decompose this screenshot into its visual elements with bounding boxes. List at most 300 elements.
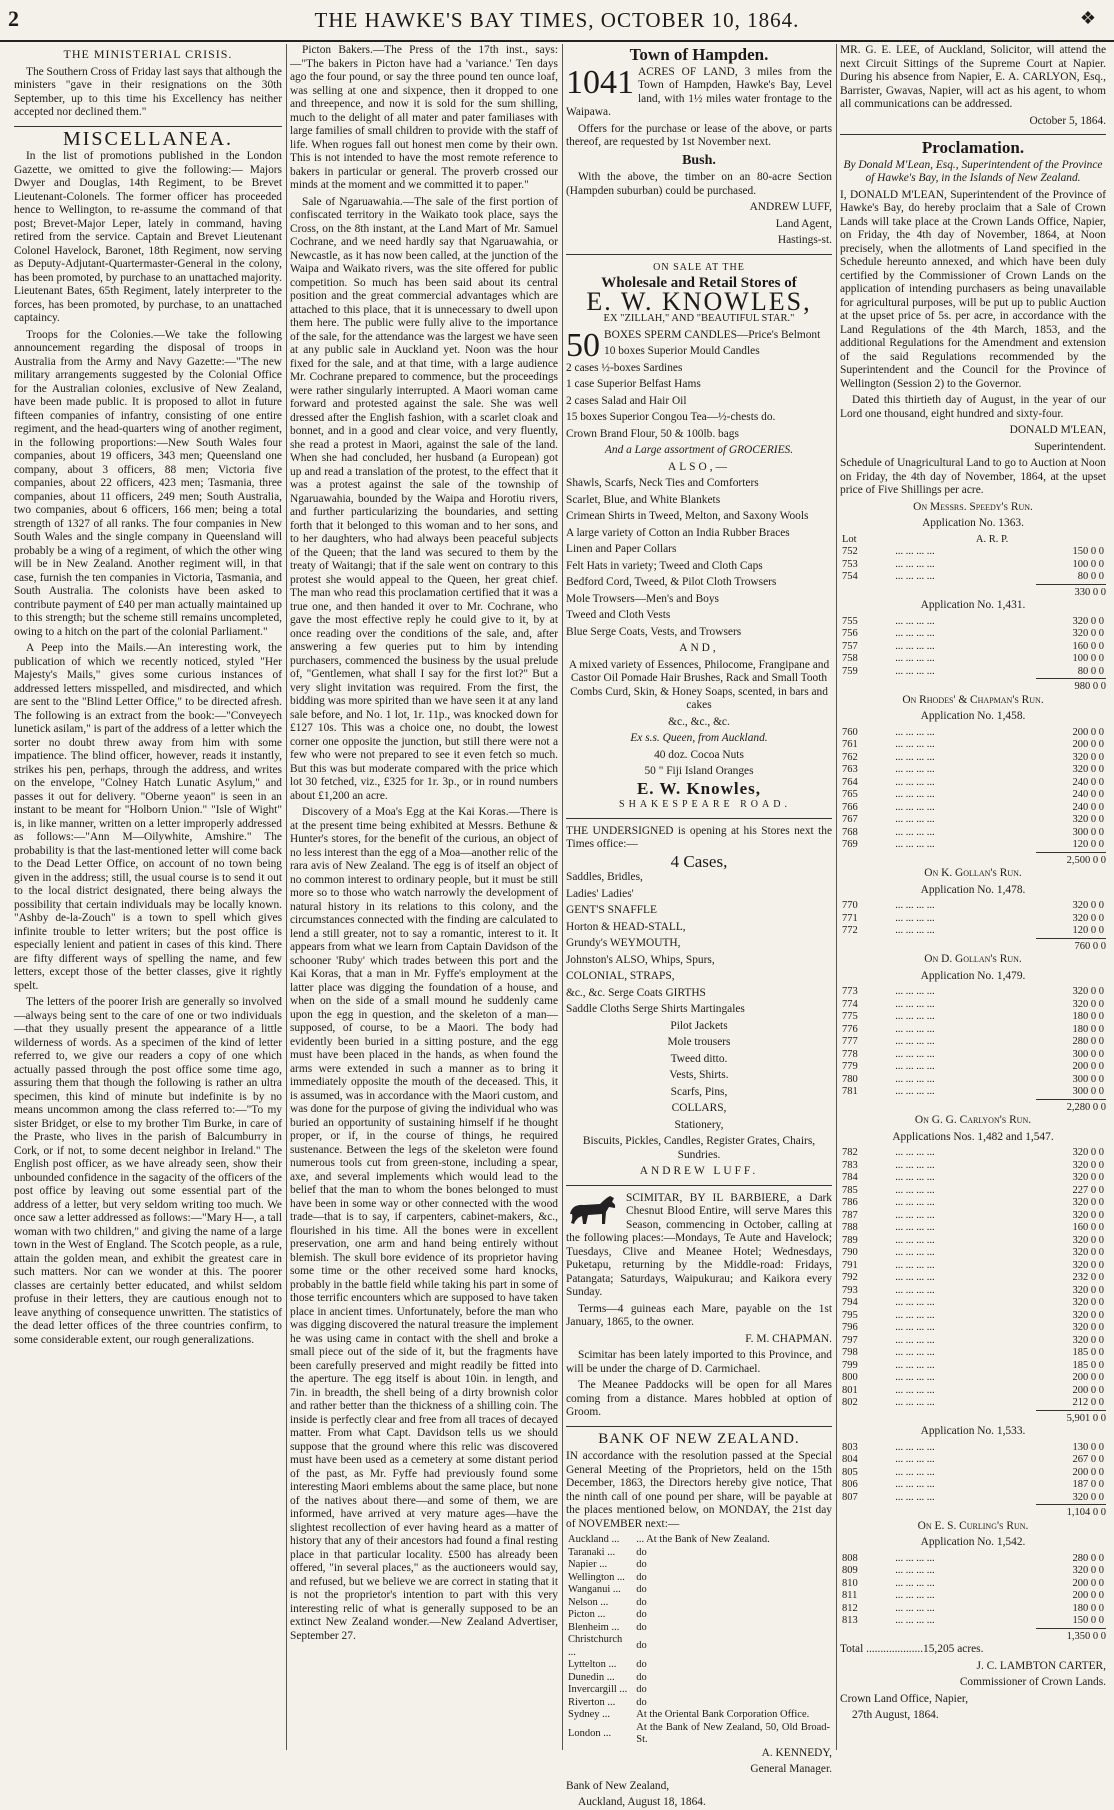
saddlery-item: COLONIAL, STRAPS,: [566, 970, 675, 982]
schedule-table: [840, 1442, 1106, 1505]
saddlery-item: Grundy's WEYMOUTH,: [566, 937, 681, 949]
column-1: [14, 44, 282, 1750]
saddlery-item: Saddles, Bridles,: [566, 871, 643, 883]
saddlery-item: Biscuits, Pickles, Candles, Register Grates, Chairs, Sundries.: [582, 1135, 816, 1161]
scimitar-note: The Meanee Paddocks will be open for all Mares coming from a distance. Mares hobbled at option of Groom.: [566, 1379, 832, 1418]
lot-area: 160 0 0: [1072, 640, 1104, 652]
lot-area: 100 0 0: [1072, 653, 1104, 664]
knowles-signature: E. W. Knowles,: [636, 778, 762, 798]
goods-item: Bedford Cord, Tweed, & Pilot Cloth Trowsers: [566, 576, 777, 588]
goods-item: Shawls, Scarfs, Neck Ties and Comforters: [566, 477, 759, 489]
bank-office: do: [636, 1640, 647, 1652]
schedule-table: [840, 534, 1106, 584]
lot-area: 200 0 0: [1072, 726, 1104, 738]
saddlery-item: Mole trousers: [667, 1036, 731, 1048]
newspaper-title: THE HAWKE'S BAY TIMES, OCTOBER 10, 1864.: [314, 8, 800, 32]
application-heading: Application No. 1,478.: [920, 883, 1026, 896]
schedule-heading: Schedule of Unagricultural Land to go to Auction at Noon on Friday, the 4th day of November, 1864, at the upset price of Five Shillings per acre.: [840, 457, 1106, 496]
schedule-row: [840, 1335, 1106, 1348]
bank-place: Christchurch ...: [568, 1634, 623, 1658]
leader-dots: ... ... ... ...: [895, 1309, 935, 1321]
bank-row: [566, 1684, 832, 1697]
schedule-row: [840, 1247, 1106, 1260]
lot-number: 762: [842, 751, 858, 763]
bank-office: do: [636, 1621, 647, 1633]
leader-dots: ... ... ... ...: [895, 1615, 935, 1626]
lot-area: 320 0 0: [1072, 1491, 1104, 1503]
lot-area: 200 0 0: [1072, 739, 1104, 750]
schedule-row: [840, 1322, 1106, 1335]
application-heading: Application No. 1,431.: [920, 599, 1026, 611]
proclamation-by: By Donald M'Lean, Esq., Superintendent of the Province of Hawke's Bay, in the Islands of New Zealand.: [843, 158, 1103, 184]
etc-line: &c., &c., &c.: [668, 715, 730, 728]
leader-dots: ... ... ... ...: [895, 986, 935, 997]
hampden-text: ACRES OF LAND, 3 miles from the Town of Hampden, Hawke's Bay, Level land, with 1½ miles water frontage to the Waipawa.: [566, 65, 832, 118]
saddlery-item: Vests, Shirts.: [669, 1069, 729, 1081]
wholesale-heading: Wholesale and Retail Stores of: [601, 275, 797, 291]
run-heading: On Messrs. Speedy's Run.: [913, 500, 1033, 513]
schedule-row: [840, 739, 1106, 752]
schedule-table: [840, 900, 1106, 938]
run-heading: On Rhodes' & Chapman's Run.: [902, 693, 1044, 706]
lot-number: 778: [842, 1048, 858, 1060]
lot-number: 806: [842, 1479, 858, 1490]
application-heading: Application No. 1,542.: [920, 1536, 1026, 1548]
lot-area: 200 0 0: [1072, 1590, 1104, 1601]
also-label: ALSO,—: [668, 460, 730, 473]
schedule-row: [840, 1222, 1106, 1235]
leader-dots: ... ... ... ...: [895, 1384, 935, 1396]
leader-dots: ... ... ... ...: [895, 1479, 935, 1490]
lot-area: 320 0 0: [1072, 751, 1104, 763]
application-heading: Application No. 1,479.: [920, 969, 1026, 982]
four-cases: 4 Cases,: [670, 851, 728, 871]
lot-number: 794: [842, 1297, 858, 1308]
bank-office: do: [636, 1609, 647, 1620]
bank-row: [566, 1634, 832, 1659]
lot-area: 200 0 0: [1072, 1384, 1104, 1396]
leader-dots: ... ... ... ...: [895, 1322, 935, 1333]
hampden-offers: Offers for the purchase or lease of the above, or parts thereof, are requested by 1st November next.: [566, 122, 832, 148]
horse-icon: [566, 1192, 620, 1228]
lot-number: 779: [842, 1061, 858, 1072]
leader-dots: ... ... ... ...: [895, 1073, 935, 1085]
goods-item: 15 boxes Superior Congou Tea—½-chests do.: [566, 411, 776, 423]
schedule-header: Lot: [842, 533, 857, 545]
carter-signature: J. C. LAMBTON CARTER,: [976, 1659, 1106, 1672]
lot-area: 180 0 0: [1072, 1602, 1104, 1614]
bank-office: do: [636, 1684, 647, 1695]
bank-office: do: [636, 1546, 647, 1558]
bank-row: [566, 1559, 832, 1572]
lot-number: 774: [842, 998, 858, 1010]
bank-row: [566, 1622, 832, 1635]
saddlery-item: Pilot Jackets: [670, 1019, 728, 1032]
schedule-row: [840, 641, 1106, 654]
lot-number: 760: [842, 726, 858, 738]
lot-area: 320 0 0: [1072, 1322, 1104, 1333]
leader-dots: ... ... ... ...: [895, 726, 935, 738]
leader-dots: ... ... ... ...: [895, 751, 935, 763]
schedule-row: [840, 802, 1106, 815]
schedule-table: [840, 1553, 1106, 1628]
schedule-row: [840, 1061, 1106, 1074]
leader-dots: ... ... ... ...: [895, 1552, 935, 1564]
schedule-row: [840, 900, 1106, 913]
goods-item: Linen and Paper Collars: [566, 543, 677, 555]
schedule-row: [840, 628, 1106, 641]
schedule-row: [840, 1036, 1106, 1049]
on-sale-label: ON SALE AT THE: [653, 261, 745, 273]
saddlery-item: Horton & HEAD-STALL,: [566, 920, 686, 933]
lot-area: 320 0 0: [1072, 1209, 1104, 1221]
lee-date: October 5, 1864.: [1029, 114, 1106, 127]
leader-dots: ... ... ... ...: [895, 1272, 935, 1283]
schedule-row: [840, 559, 1106, 572]
schedule-row: [840, 666, 1106, 679]
leader-dots: ... ... ... ...: [895, 1259, 935, 1271]
lot-area: 300 0 0: [1072, 1073, 1104, 1085]
article-paragraph: The letters of the poorer Irish are generally so involved—always being sent to the care of one or two individuals—that they usually present the appearance of a little wilderness of words. As a specimen of the kind of letter referred to, we give our readers a copy of one which actually passed through the post office some time ago, assuring them that though the following is rather an ultra specimen, this kind of minute but indefinite is by no means uncommon among the class referred to:—"To my sister Bridget, or else to my brother Tim Burke, in care of the Praste, who lives in the parish of Balcumburry in Cork, or if not, to some decent neighbor in Ireland." The English post officer, as we have already seen, show their unbounded confidence in the sagacity of the officers of the post office by leaving out some essential part of the address of a letter, but very seldom writing too much. We once saw a letter addressed as follows:—"Mary H—, a tall woman with two children," and giving the name of a large town in the West of England. The Scotch people, as a rule, attain the golden mean, and exhibit the greatest care in such matters. Nor can we wonder at this. The poorer classes are certainly better educated, and whilst seldom profuse in their letters, they are cautious enough not to leave anything of consequence unwritten. The statistics of the dead letter offices of the three countries confirm, to some considerable extent, our rough generalizations.: [14, 996, 282, 1346]
leader-dots: ... ... ... ...: [895, 1086, 935, 1097]
schedule-row: [840, 1197, 1106, 1210]
schedule-row: [840, 1049, 1106, 1062]
lot-area: 320 0 0: [1072, 912, 1104, 924]
goods-item: 2 cases Salad and Hair Oil: [566, 394, 687, 407]
lot-area: 320 0 0: [1072, 1284, 1104, 1296]
goods-item: 2 cases ½-boxes Sardines: [566, 361, 683, 374]
lot-number: 813: [842, 1615, 858, 1626]
column-rule: [286, 44, 287, 1750]
goods-item: Tweed and Cloth Vests: [566, 609, 671, 621]
schedule-row: [840, 1235, 1106, 1248]
lot-area: 320 0 0: [1072, 1297, 1104, 1308]
lot-area: 320 0 0: [1072, 1259, 1104, 1271]
hampden-big-number: 1041: [566, 63, 634, 101]
application-heading: Application No. 1363.: [922, 517, 1024, 529]
bank-place: Nelson ...: [568, 1596, 609, 1608]
leader-dots: ... ... ... ...: [895, 789, 935, 800]
application-heading: Applications Nos. 1,482 and 1,547.: [892, 1130, 1054, 1143]
lot-number: 764: [842, 776, 858, 788]
lot-number: 759: [842, 665, 858, 677]
goods-list-1: [566, 345, 832, 441]
schedule-row: [840, 653, 1106, 666]
lot-area: 120 0 0: [1072, 925, 1104, 936]
column-rule: [562, 44, 563, 1750]
schedule-row: [840, 616, 1106, 629]
undersigned-text: THE UNDERSIGNED is opening at his Stores next the Times office:—: [566, 824, 832, 850]
schedule-row: [840, 1347, 1106, 1360]
group-total: 980 0 0: [1036, 678, 1106, 694]
scimitar-note: Scimitar has been lately imported to this Province, and will be under the charge of D. Carmichael.: [566, 1349, 832, 1375]
lot-area: 320 0 0: [1072, 814, 1104, 825]
lot-number: 796: [842, 1322, 858, 1333]
big-fifty: 50: [566, 326, 600, 364]
goods-item: Crown Brand Flour, 50 & 100lb. bags: [566, 427, 739, 440]
lot-number: 775: [842, 1011, 858, 1022]
bank-places-table: [566, 1534, 832, 1747]
lot-number: 801: [842, 1384, 858, 1396]
bank-office: ... At the Bank of New Zealand.: [636, 1534, 770, 1545]
article-paragraph: In the list of promotions published in the London Gazette, we omitted to give the following:— Majors Dwyer and Douglas, 14th Regiment, to be Brevet Lieutenant-Colonels. The former officer has proceeded hence to Wellington, to re-assume the command of that post; Brevet-Major Leper, lately in command, having retired from the service. Captain and Brevet Lieutenant Colonel Havelock, Baronet, 18th Regiment, now serving as Deputy-Adjutant-Quartermaster-General in the colony, has been promoted, by purchase to an unattached majority. Lieutenant Bates, 65th Regiment, lately interpreter to the forces, has been promoted, by purchase, to an unattached captaincy.: [14, 150, 282, 324]
lot-number: 772: [842, 925, 858, 936]
leader-dots: ... ... ... ...: [895, 1454, 935, 1465]
leader-dots: ... ... ... ...: [895, 1222, 935, 1233]
lot-area: 267 0 0: [1072, 1454, 1104, 1465]
column-3: [566, 44, 832, 1808]
saddlery-list-2: [566, 1020, 832, 1163]
schedule-row: [840, 1210, 1106, 1223]
bank-place: Invercargill ...: [568, 1684, 628, 1695]
schedule-row: [840, 1603, 1106, 1616]
leader-dots: ... ... ... ...: [895, 1172, 935, 1183]
miscellanea-heading: MISCELLANEA.: [62, 127, 234, 150]
lot-number: 756: [842, 628, 858, 639]
carter-office: Crown Land Office, Napier,: [840, 1692, 969, 1705]
schedule-row: [840, 1492, 1106, 1505]
lot-area: 320 0 0: [1072, 986, 1104, 997]
lot-number: 755: [842, 615, 858, 627]
lot-area: 130 0 0: [1072, 1441, 1104, 1453]
bank-row: [566, 1659, 832, 1672]
ornament-icon: ❖: [1079, 8, 1096, 28]
lot-area: 185 0 0: [1072, 1359, 1104, 1371]
bank-signature-date: Auckland, August 18, 1864.: [578, 1796, 706, 1808]
lot-number: 769: [842, 839, 858, 850]
schedule-row: [840, 1086, 1106, 1099]
saddlery-item: &c., &c. Serge Coats GIRTHS: [566, 986, 706, 999]
leader-dots: ... ... ... ...: [895, 1011, 935, 1022]
lot-area: 120 0 0: [1072, 839, 1104, 850]
lot-area: 320 0 0: [1072, 1565, 1104, 1576]
groceries-line: And a Large assortment of GROCERIES.: [604, 444, 794, 456]
lot-area: 80 0 0: [1077, 571, 1104, 582]
schedule-row: [840, 1260, 1106, 1273]
lot-area: 180 0 0: [1072, 1011, 1104, 1022]
lot-area: 227 0 0: [1072, 1184, 1104, 1196]
lot-area: 232 0 0: [1072, 1272, 1104, 1283]
lot-number: 792: [842, 1272, 858, 1283]
and-label: AND,: [679, 642, 719, 654]
run-heading: On D. Gollan's Run.: [924, 953, 1022, 965]
saddlery-item: Tweed ditto.: [670, 1052, 728, 1065]
leader-dots: ... ... ... ...: [895, 900, 935, 911]
schedule-row: [840, 1360, 1106, 1373]
saddlery-item: Johnston's ALSO, Whips, Spurs,: [566, 953, 715, 966]
leader-dots: ... ... ... ...: [895, 1491, 935, 1503]
lot-area: 280 0 0: [1072, 1036, 1104, 1047]
article-paragraph: A Peep into the Mails.—An interesting work, the publication of which we recently noticed, styled "Her Majesty's Mails," gives some curious instances of addressed letters misspelled, and misdirected, and which are sent to the "Blind Letter Office," to be directed afresh. The following is an extract from the book:—"Conveyech lunetick asilam," is part of the address of a letter which the sorter no doubt threw away from him with some impatience. The blind officer, however, reads it instantly, strikes his pen, perhaps, through the address, and writes on the envelope, "Colney Hatch Lunatic Asylum," and passes it out for delivery. "Oberne yeaon" is seen in an instant to be meant for "Holborn Union." "Isle of Wight" is, in like manner, written on a letter improperly addressed as follows:—"Ann M—Oilywhite, Amshire." The probability is that the last-mentioned letter will come back to the Dead Letter Office, on account of no town being given in the address; still, the usual course is to send it out to the local district designated, there being always the possibility that certain individuals may be locally known. "Ashby de-la-Zouch" is a town to spell which gives infinite trouble to letter writers; but the post office is especially lenient and patient in cases of this kind. There are fifty different ways of spelling the name, and few letters, except those of the better classes, give it rightly spelt.: [14, 642, 282, 992]
lot-number: 758: [842, 653, 858, 664]
lot-area: 320 0 0: [1072, 1197, 1104, 1208]
lot-area: 320 0 0: [1072, 1147, 1104, 1158]
bank-office: At the Oriental Bank Corporation Office.: [636, 1709, 810, 1720]
leader-dots: ... ... ... ...: [895, 1197, 935, 1208]
candles-text: BOXES SPERM CANDLES—Price's Belmont: [604, 328, 821, 341]
leader-dots: ... ... ... ...: [895, 1602, 935, 1614]
saddlery-item: Scarfs, Pins,: [670, 1085, 728, 1098]
lot-number: 788: [842, 1222, 858, 1233]
saddlery-list: [566, 871, 832, 1017]
goods-item: Crimean Shirts in Tweed, Melton, and Saxony Wools: [566, 510, 809, 522]
article-paragraph: Sale of Ngaruawahia.—The sale of the first portion of confiscated territory in the Waikato took place, says the Cross, on the 8th instant, at the Land Mart of Mr. Samuel Cochrane, and we need hardly say that Ngaruawahia, or Newcastle, as it has now been called, at the junction of the Waipa and Waikato rivers, was the site offered for public competition. So much has been said about its central position and the great commercial advantages which are attached to this place, that it is unnecessary to dwell upon them here. The public were fully alive to the importance of the sale, for the attendance was the largest we have seen at any public sale in Auckland yet. Noon was the hour fixed for the sale, and at that time, with a large audience Mr. Cochrane prepared to commence, but the proceedings were rather singularly interrupted. A Maori woman came forward and protested against the sale. She was well dressed after the English fashion, with a scarlet cloak and bonnet, and in a good and clear voice, and very fluently, she read a protest in Maori, against the sale of the land. When she had concluded, her husband (a European) got up and read a translation of the protest, to the effect that it was a protest against the sale of the township of Ngaruawahia, bounded by the Waipa and Horotiu rivers, and further particularizing the boundaries, and setting forth that it belonged to this woman and to her sons, and to her daughters, who had always been peaceful subjects of the Queen; that the land was secured to them by the treaty of Waitangi; that if the sale went on contrary to this protest she would appeal to the Queen, her great chief. The man who read this proclamation certified that it was a true one, and then handed it over to Mr. Cochrane, who gave the most effective reply he could give to it, by at once reading over the conditions of the sale, and, after answering a few queries put to him by intending purchasers, commenced the business by the usual prelude of, "Gentlemen, what shall I say for the first lot?" But a very slight invitation was required. From the first, the bidding was more spirited than we have seen it at any land sale before, and No. 1 lot, 1r. 11p., was knocked down for £127 10s. This was a choice one, no doubt, the lowest corner one opposite the junction, but still there were not a few who were not prepared to see it even fetch so much. But this was but moderate compared with the price which lot 30 fetched, viz., £325 for 1r. 3p., or in round numbers about £1,200 an acre.: [290, 195, 558, 802]
goods-item: Mole Trowsers—Men's and Boys: [566, 592, 719, 605]
bank-office: do: [636, 1696, 647, 1708]
signature-title: Land Agent,: [775, 217, 832, 230]
lot-area: 80 0 0: [1077, 665, 1104, 677]
schedule-row: [840, 1185, 1106, 1198]
schedule-row: [840, 727, 1106, 740]
group-total: 5,901 0 0: [1036, 1410, 1106, 1426]
leader-dots: ... ... ... ...: [895, 1590, 935, 1601]
lot-area: 160 0 0: [1072, 1222, 1104, 1233]
leader-dots: ... ... ... ...: [895, 665, 935, 677]
bank-place: Sydney ...: [568, 1709, 610, 1720]
ministerial-heading: THE MINISTERIAL CRISIS.: [63, 47, 233, 61]
goods-list-3: A mixed variety of Essences, Philocome, Frangipane and Castor Oil Pomade Hair Brushes, Rack and Small Tooth Combs Curd, Skin, & Honey Soaps, scented, in bars and cakes: [568, 658, 830, 711]
bank-office: do: [636, 1596, 647, 1608]
leader-dots: ... ... ... ...: [895, 640, 935, 652]
lot-number: 770: [842, 900, 858, 911]
ministerial-text: The Southern Cross of Friday last says that although the ministers "gave in their resignations on the 30th September, up to this time his Excellency has neither accepted nor declined them.": [14, 65, 282, 118]
run-heading: On K. Gollan's Run.: [924, 867, 1022, 879]
schedule-row: [840, 986, 1106, 999]
schedule-row: [840, 764, 1106, 777]
schedule-row: [840, 1479, 1106, 1492]
schedule-row: [840, 1272, 1106, 1285]
lot-number: 797: [842, 1334, 858, 1346]
schedule-row: [840, 1024, 1106, 1037]
schedule-row: [840, 1297, 1106, 1310]
lot-area: 100 0 0: [1072, 558, 1104, 570]
schedule-row: [840, 1467, 1106, 1480]
leader-dots: ... ... ... ...: [895, 998, 935, 1010]
schedule-table: [840, 727, 1106, 852]
scimitar-ad: [566, 1192, 832, 1300]
schedule-row: [840, 1285, 1106, 1298]
leader-dots: ... ... ... ...: [895, 1048, 935, 1060]
schedule-row: [840, 1565, 1106, 1578]
group-total: 2,280 0 0: [1036, 1099, 1106, 1115]
lot-number: 753: [842, 558, 858, 570]
lot-number: 776: [842, 1023, 858, 1035]
schedule-table: [840, 986, 1106, 1099]
bank-office: do: [636, 1584, 647, 1595]
lot-area: 320 0 0: [1072, 615, 1104, 627]
leader-dots: ... ... ... ...: [895, 925, 935, 936]
leader-dots: ... ... ... ...: [895, 546, 935, 557]
schedule-row: [840, 1553, 1106, 1566]
schedule-row: [840, 827, 1106, 840]
schedule-row: [840, 839, 1106, 852]
lot-area: 240 0 0: [1072, 801, 1104, 813]
saddlery-item: Ladies' Ladies': [566, 887, 634, 900]
lot-number: 765: [842, 789, 858, 800]
leader-dots: ... ... ... ...: [895, 571, 935, 582]
schedule-row: [840, 1615, 1106, 1628]
bank-row: [566, 1709, 832, 1722]
group-total: 2,500 0 0: [1036, 852, 1106, 868]
proclamation-dated: Dated this thirtieth day of August, in the year of our Lord one thousand, eight hundred and sixty-four.: [840, 394, 1106, 420]
group-total: 330 0 0: [1036, 584, 1106, 600]
nuts-line: 40 doz. Cocoa Nuts: [654, 748, 744, 761]
bank-signature: A. KENNEDY,: [761, 1746, 832, 1759]
goods-item: Blue Serge Coats, Vests, and Trowsers: [566, 625, 742, 638]
lot-number: 808: [842, 1552, 858, 1564]
luff-signature: ANDREW LUFF.: [639, 1165, 759, 1177]
leader-dots: ... ... ... ...: [895, 1334, 935, 1346]
lee-notice: MR. G. E. LEE, of Auckland, Solicitor, will attend the next Circuit Sittings of the Supreme Court at Napier. During his absence from Napier, E. A. CARLYON, Esq., Barrister, Gwavas, Napier, will act as his agent, to whom all communications can be addressed.: [840, 44, 1106, 110]
leader-dots: ... ... ... ...: [895, 1061, 935, 1072]
group-total: 760 0 0: [1036, 938, 1106, 954]
schedule-row: [840, 1147, 1106, 1160]
bank-place: Wellington ...: [568, 1571, 625, 1583]
schedule-row: [840, 777, 1106, 790]
lot-area: 185 0 0: [1072, 1347, 1104, 1358]
ex-ships: EX "ZILLAH," AND "BEAUTIFUL STAR.": [603, 313, 795, 324]
lot-number: 767: [842, 814, 858, 825]
schedule-row: [840, 1074, 1106, 1087]
carter-date: 27th August, 1864.: [852, 1709, 939, 1721]
lot-area: 320 0 0: [1072, 1234, 1104, 1246]
column-2: [290, 44, 558, 1750]
lot-area: 200 0 0: [1072, 1577, 1104, 1589]
schedule-row: [840, 1442, 1106, 1455]
schedule-row: [840, 546, 1106, 559]
leader-dots: ... ... ... ...: [895, 1209, 935, 1221]
leader-dots: ... ... ... ...: [895, 558, 935, 570]
lot-number: 763: [842, 764, 858, 775]
bank-row: [566, 1584, 832, 1597]
schedule-total: Total ....................15,205 acres.: [840, 1643, 984, 1655]
bank-place: Riverton ...: [568, 1696, 616, 1708]
group-total: 1,104 0 0: [1036, 1504, 1106, 1520]
lot-area: 320 0 0: [1072, 1172, 1104, 1183]
oranges-line: 50 " Fiji Island Oranges: [644, 765, 754, 777]
bank-office: do: [636, 1571, 647, 1583]
lot-number: 804: [842, 1454, 858, 1465]
lot-area: 300 0 0: [1072, 1086, 1104, 1097]
article-paragraph: Troops for the Colonies.—We take the following announcement regarding the disposal of troops in Australia from the Army and Navy Gazette:—"The new military arrangements suggested by the Colonial Office for the Australian colonies, exclusive of New Zealand, have been made public. It is proposed to allot in future fifteen companies of infantry, consisting of one entire regiment, and the head-quarters wing of another regiment, in the following proportions:—New South Wales four companies, about 19 officers, 343 men; Queensland one company, about 3 officers, 88 men; Victoria five companies, about 22 officers, 423 men; Tasmania, three companies, about 11 officers, 249 men; South Australia, two companies, about 6 officers, 166 men; being a total strength of 1327 of all ranks. The four companies in New South Wales and the single company in Queensland will probably be a wing of a regiment, of which the other wing will be in New Zealand. Another regiment will, in that case, furnish the ten companies in Victoria, Tasmania, and South Australia. The colonists have been asked to contribute payment of £40 per man actually maintained up to this strength; but the scheme still remains uncompleted, owing to a hitch on the part of the colonial Parliament.": [14, 328, 282, 638]
lot-number: 783: [842, 1159, 858, 1171]
bank-signature-place: Bank of New Zealand,: [566, 1779, 670, 1792]
lot-area: 200 0 0: [1072, 1372, 1104, 1383]
schedule-row: [840, 1590, 1106, 1603]
bank-heading: BANK OF NEW ZEALAND.: [598, 1430, 800, 1447]
article-paragraph: Picton Bakers.—The Press of the 17th inst., says:—"The bakers in Picton have had a 'variance.' Ten days ago the four pound, or say the three pound ten ounce loaf, was selling at one and sixpence, then it dropped to one and threepence, and now it is sold for the sum shilling, much to the delight of all mater and pater familiases with large families of small children to provide with the staff of life. When rogues fall out honest men come by their own. This is not intended to have the most remote reference to bakers in particular or general. The proverb crossed our minds at the moment and we committed it to paper.": [290, 44, 558, 191]
leader-dots: ... ... ... ...: [895, 912, 935, 924]
hampden-ad: [566, 63, 832, 120]
leader-dots: ... ... ... ...: [895, 1441, 935, 1453]
leader-dots: ... ... ... ...: [895, 764, 935, 775]
leader-dots: ... ... ... ...: [895, 1397, 935, 1408]
schedule-row: [840, 789, 1106, 802]
bank-place: Dunedin ...: [568, 1671, 615, 1683]
saddlery-item: COLLARS,: [671, 1102, 727, 1114]
page-number: 2: [8, 6, 19, 31]
schedule-row: [840, 913, 1106, 926]
bank-place: Napier ...: [568, 1559, 608, 1570]
application-heading: Application No. 1,533.: [920, 1425, 1026, 1437]
schedule-row: [840, 814, 1106, 827]
bank-signature-title: General Manager.: [750, 1763, 832, 1775]
bank-place: Blenheim ...: [568, 1621, 620, 1633]
bank-place: Taranaki ...: [568, 1546, 616, 1558]
knowles-name: E. W. KNOWLES,: [586, 286, 812, 316]
bank-row: [566, 1597, 832, 1610]
bank-row: [566, 1722, 832, 1747]
